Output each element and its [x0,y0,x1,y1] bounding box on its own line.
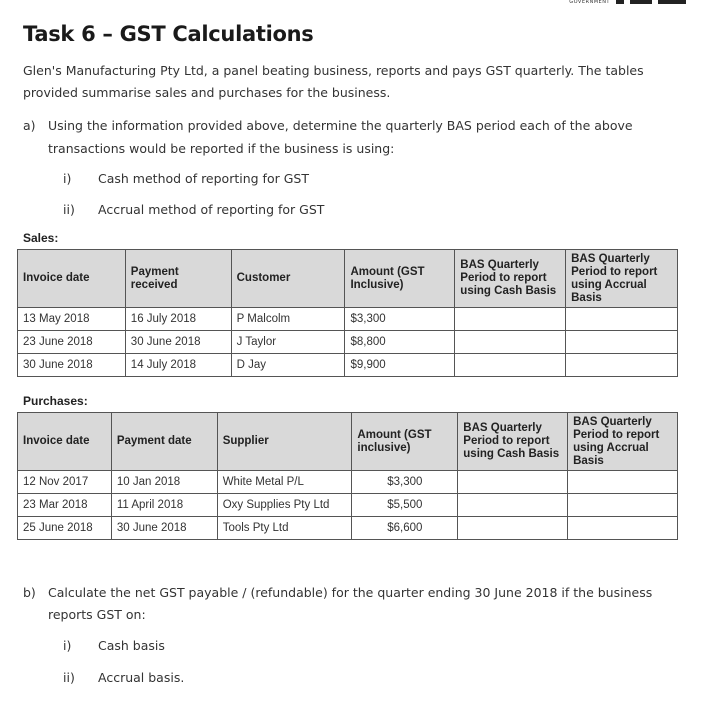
table-cell: $3,300 [352,471,458,494]
answer-cell[interactable] [458,517,568,540]
question-a-label: a) [23,118,36,133]
purchases-table [17,412,678,540]
column-header: Payment received [125,250,231,308]
item-number: ii) [63,202,75,217]
table-cell: 10 Jan 2018 [111,471,217,494]
table-cell: 12 Nov 2017 [18,471,112,494]
column-header: Payment date [111,413,217,471]
table-row [18,331,678,354]
table-cell: 13 May 2018 [18,308,126,331]
table-row [18,517,678,540]
table-row [18,354,678,377]
table-cell: $3,300 [345,308,455,331]
question-b-label: b) [23,585,36,600]
item-number: i) [63,638,72,653]
table-cell: $6,600 [352,517,458,540]
answer-cell[interactable] [566,354,678,377]
purchases-label: Purchases: [23,394,88,408]
table-cell: 30 June 2018 [18,354,126,377]
answer-cell[interactable] [458,471,568,494]
sales-table [17,249,678,377]
table-cell: $8,800 [345,331,455,354]
table-row [18,494,678,517]
item-text: Cash method of reporting for GST [98,171,309,186]
table-cell: White Metal P/L [217,471,352,494]
table-cell: 25 June 2018 [18,517,112,540]
item-text: Accrual method of reporting for GST [98,202,325,217]
table-header-row [18,413,678,471]
table-cell: 30 June 2018 [111,517,217,540]
table-cell: $9,900 [345,354,455,377]
column-header: Supplier [217,413,352,471]
sales-label: Sales: [23,231,59,245]
intro-paragraph: Glen's Manufacturing Pty Ltd, a panel beating business, reports and pays GST quarterly. The tables provided summarise sales and purchases for the business. [23,63,644,100]
table-cell: Oxy Supplies Pty Ltd [217,494,352,517]
answer-cell[interactable] [455,354,566,377]
table-cell: 16 July 2018 [125,308,231,331]
column-header: Amount (GST inclusive) [352,413,458,471]
question-b-text: Calculate the net GST payable / (refundable) for the quarter ending 30 June 2018 if the business reports GST on: [48,585,653,622]
logo-mark [658,0,686,4]
answer-cell[interactable] [568,517,678,540]
answer-cell[interactable] [458,494,568,517]
item-text: Cash basis [98,638,165,653]
column-header: Customer [231,250,345,308]
table-header-row [18,250,678,308]
table-cell: P Malcolm [231,308,345,331]
column-header: Invoice date [18,413,112,471]
question-b [23,582,673,626]
table-cell: 30 June 2018 [125,331,231,354]
table-row [18,471,678,494]
header-logo [569,0,686,4]
column-header: BAS Quarterly Period to report using Accrual Basis [568,413,678,471]
logo-mark [616,0,624,4]
column-header: BAS Quarterly Period to report using Cash Basis [458,413,568,471]
table-cell: 23 June 2018 [18,331,126,354]
answer-cell[interactable] [566,308,678,331]
column-header: BAS Quarterly Period to report using Cash Basis [455,250,566,308]
table-cell: J Taylor [231,331,345,354]
answer-cell[interactable] [455,308,566,331]
table-cell: 23 Mar 2018 [18,494,112,517]
page-title: Task 6 – GST Calculations [23,22,314,46]
table-cell: Tools Pty Ltd [217,517,352,540]
question-a-text: Using the information provided above, determine the quarterly BAS period each of the above transactions would be reported if the business is using: [48,118,633,156]
answer-cell[interactable] [566,331,678,354]
item-number: ii) [63,670,75,685]
table-row [18,308,678,331]
column-header: Invoice date [18,250,126,308]
header-gov-text: GOVERNMENT [569,0,610,5]
table-cell: $5,500 [352,494,458,517]
item-text: Accrual basis. [98,670,185,685]
answer-cell[interactable] [568,471,678,494]
answer-cell[interactable] [455,331,566,354]
table-cell: D Jay [231,354,345,377]
table-cell: 14 July 2018 [125,354,231,377]
column-header: Amount (GST Inclusive) [345,250,455,308]
table-cell: 11 April 2018 [111,494,217,517]
item-number: i) [63,171,72,186]
question-a [23,114,673,160]
logo-mark [630,0,652,4]
answer-cell[interactable] [568,494,678,517]
column-header: BAS Quarterly Period to report using Accrual Basis [566,250,678,308]
